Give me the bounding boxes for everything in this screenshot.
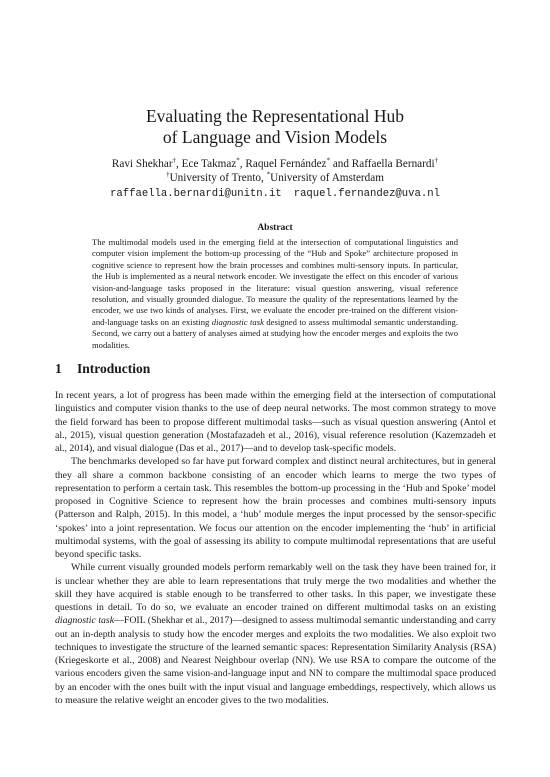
author-emails	[0, 187, 550, 201]
abstract-text: The multimodal models used in the emerging field at the intersection of computational linguistics and computer vision implement the bottom-up processing of the “Hub and Spoke” architecture proposed in cognitive science to represent how the brain processes and combines multi-sensory inputs. In particular, the Hub is implemented as a neural network encoder. We investigate the effect on this encoder of various vision-and-language tasks proposed in the literature: visual question answering, visual reference resolution, and visually grounded dialogue. To measure the quality of the representations learned by the encoder, we use two kinds of analyses. First, we evaluate the encoder pre-trained on the different vision-and-language tasks on an existing diagnostic task designed to assess multimodal semantic understanding. Second, we carry out a battery of analyses aimed at studying how the encoder merges and exploits the two modalities.	[92, 237, 458, 350]
intro-paragraph-3: While current visually grounded models perform remarkably well on the task they have been trained for, it is unclear whether they are able to learn representations that truly merge the two modalities and whether the skill they have acquired is stable enough to be transferred to other tasks. In this paper, we investigate these questions in detail. To do so, we evaluate an encoder trained on different multimodal tasks on an existing diagnostic task—FOIL (Shekhar et al., 2017)—designed to assess multimodal semantic understanding and carry out an in-depth analysis to study how the encoder merges and exploits the two modalities. We also exploit two techniques to investigate the structure of the learned semantic spaces: Representation Similarity Analysis (RSA) (Kriegeskorte et al., 2008) and Nearest Neighbour overlap (NN). We use RSA to compare the outcome of the various encoders given the same vision-and-language input and NN to compare the multimodal space produced by an encoder with the ones built with the input visual and language embeddings, respectively, which allows us to measure the relative weight an encoder gives to the two modalities.	[55, 562, 496, 706]
section-number: 1	[55, 361, 62, 376]
intro-paragraph-2: The benchmarks developed so far have put forward complex and distinct neural architectures, but in general they all share a common backbone consisting of an encoder which learns to merge the two types of representation to perform a certain task. This resembles the bottom-up processing in the ‘Hub and Spoke’ model proposed in Cognitive Science to represent how the brain processes and combines multi-sensory inputs (Patterson and Ralph, 2015). In this model, a ‘hub’ module merges the input processed by the sensor-specific ‘spokes’ into a joint representation. We focus our attention on the encoder implementing the ‘hub’ in artificial multimodal systems, with the goal of assessing its ability to compute multimodal representations that are useful beyond specific tasks.	[55, 456, 496, 560]
intro-paragraph-1: In recent years, a lot of progress has been made within the emerging field at the intersection of computational linguistics and computer vision thanks to the use of deep neural networks. The most common strategy to move the field forward has been to propose different multimodal tasks—such as visual question answering (Antol et al., 2015), visual question generation (Mostafazadeh et al., 2016), visual reference resolution (Kazemzadeh et al., 2014), and visual dialogue (Das et al., 2017)—and to develop task-specific models.	[55, 390, 496, 454]
paper-title-line2: of Language and Vision Models	[162, 127, 388, 147]
affiliations: †University of Trento, *University of Amsterdam	[166, 170, 384, 184]
section-title: Introduction	[77, 361, 151, 376]
paper-title-line1: Evaluating the Representational Hub	[145, 106, 405, 126]
abstract-heading: Abstract	[257, 223, 293, 233]
author-list: Ravi Shekhar†, Ece Takmaz*, Raquel Fernández* and Raffaella Bernardi†	[111, 156, 439, 170]
section-heading-introduction	[55, 361, 150, 377]
email-fernandez: raquel.fernandez@uva.nl	[293, 188, 440, 200]
email-bernardi: raffaella.bernardi@unitn.it	[110, 188, 282, 200]
introduction-body	[55, 389, 496, 707]
